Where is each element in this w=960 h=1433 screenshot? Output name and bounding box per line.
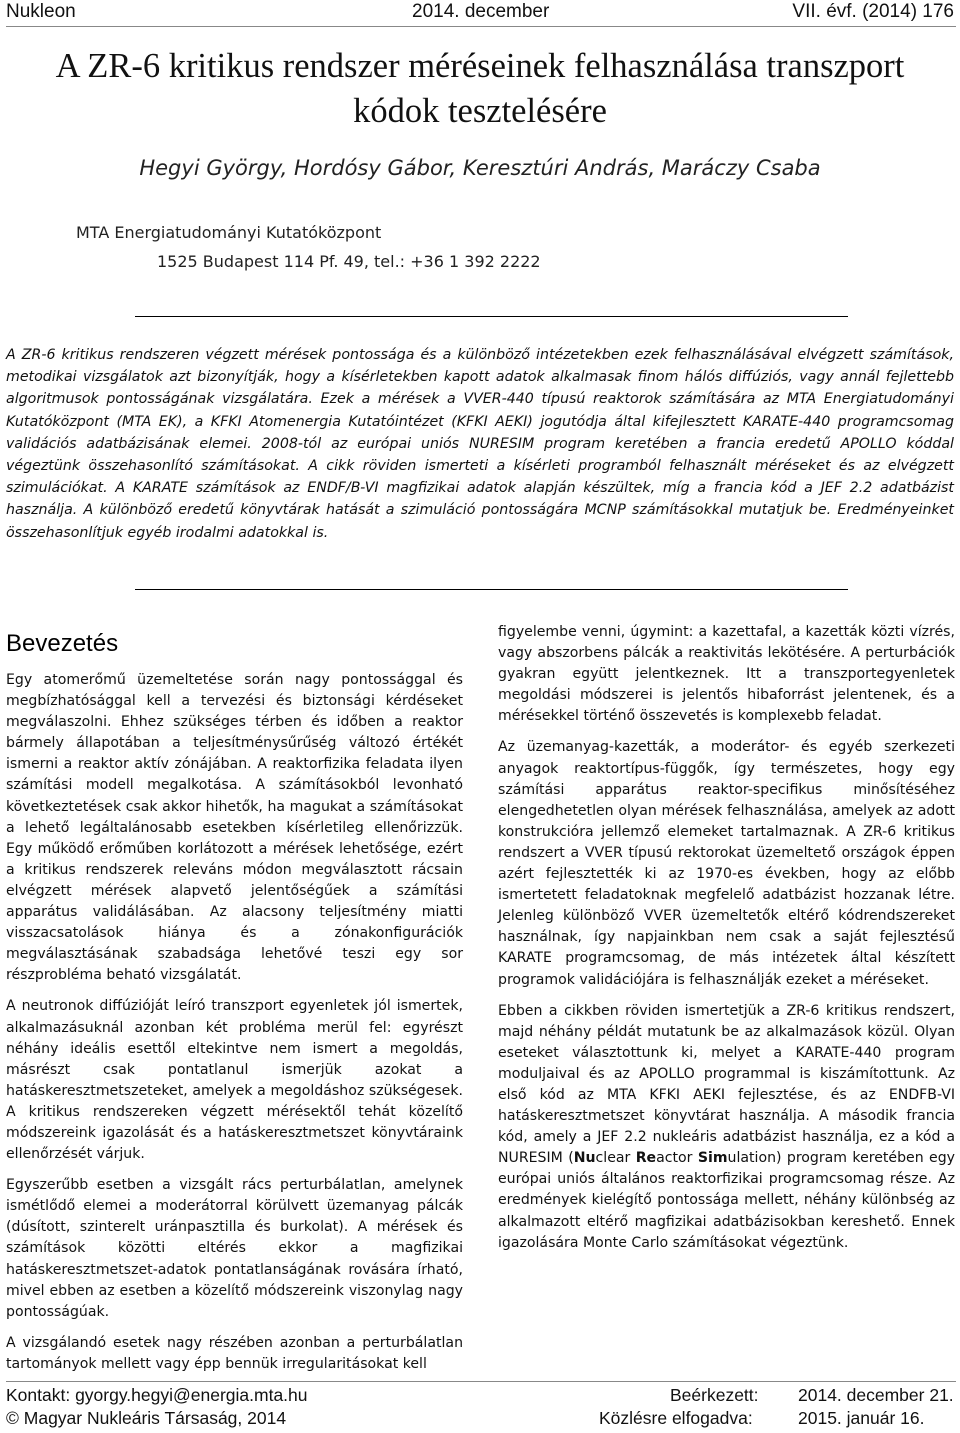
received-date: 2014. december 21. xyxy=(798,1385,954,1405)
abstract-text: Ezek a mérések a VVER-440 típusú reaktorok számítására az MTA Energiatudományi Kutatóközpont (MTA EK), a KFKI Atomenergia Kutatóintézet (KFKI AEKI) jogutódja által kifejlesztett KARATE-440 programcsomag validációs adatbázisának elemei. 2008-tól az európai uniós NURESIM program keretében a francia eredetű APOLLO kóddal végeztünk összehasonlító számításokat. A cikk röviden ismerteti a kísérleti programból felhasznált méréseket és az elvégzett szimulációkat. A KARATE számítások az ENDF/B-VI magfizikai adatok alapján készültek, míg a francia kód a JEF 2.2 adatbázist használja. A különböző eredetű könyvtárak hatását a szimuláció pontosságára MCNP számításokkal mutatjuk be. Eredményeinket összehasonlítjuk egyéb irodalmi adatokkal is. xyxy=(6,391,954,541)
bold-run: Nu xyxy=(573,1150,596,1167)
title-line-2: kódok tesztelésére xyxy=(353,92,607,130)
volume-info: VII. évf. (2014) 176 xyxy=(792,1,954,22)
text-run: clear xyxy=(595,1150,636,1167)
divider-bottom xyxy=(135,589,848,590)
left-column xyxy=(6,614,463,1385)
footer-divider xyxy=(6,1381,956,1382)
paragraph: A neutronok diffúzióját leíró transzport egyenletek jól ismertek, alkalmazásuknál azonban két probléma merül fel: egyrészt néhány ideális esettől eltekintve nem ismert a megoldás, másrészt csak pontatlanul ismerjük azokat a hatáskeresztmetszeteket, amelyek a megoldáshoz szükségesek. A kritikus rendszereken végzett mérésektől tehát közelítő módszereink igazolását és a hatáskeresztmetszet könyvtáraink ellenőrzését várjuk. xyxy=(6,998,463,1163)
copyright: © Magyar Nukleáris Társaság, 2014 xyxy=(6,1408,287,1428)
abstract-italic: A ZR-6 kritikus rendszeren végzett mérések pontossága és a különböző intézetekben ezek felhasználásával elvégzett számítások, metodikai vizsgálatok azt bizonyítják, hogy a kísérletekben kapott adatok alkalmasak finom hálós diffúziós, vagy annál fejlettebb algoritmusok pontosságának vizsgálatára. xyxy=(6,347,954,408)
paragraph: Egyszerűbb esetben a vizsgált rács perturbálatlan, amelynek ismétlődő elemei a moderátorral körülvett üzemanyag pálcák (dúsított, szinterelt uránpasztilla és burkolat). A mérések és számítások közötti eltérés ekkor a magfizikai hatáskeresztmetszet-adatok pontatlanságának rovására írható, mivel ebben az esetben a közelítő módszereink viszonylag nagy pontosságúak. xyxy=(6,1177,463,1320)
paragraph: Az üzemanyag-kazetták, a moderátor- és egyéb szerkezeti anyagok reaktortípus-függők, így természetes, hogy egy számítási apparátus reaktor-specifikus minősítéséhez elengedhetetlen olyan mérések felhasználása, amelyek az adott konstrukcióra jellemző elemeket tartalmaznak. A ZR-6 kritikus rendszert a VVER típusú rektorokat üzemeltető országok éppen azért fejlesztették ki az 1970-es években, hogy az előbb ismertetett feladatoknak megfelelő adatbázist hozzanak létre. Jelenleg különböző VVER üzemeltetők eltérő kódrendszereket használnak, így napjainkban nem csak a saját fejlesztésű KARATE programcsomag, de más intézetek által készített programok validációjára is felhasználják ezeket a méréseket. xyxy=(498,739,955,988)
paragraph: figyelembe venni, úgymint: a kazettafal, a kazetták közti vízrés, vagy abszorbens pálcák a reaktivitás lekötésére. A perturbációk gyakran együtt jelentkeznek. Itt a transzportegyenletek megoldási módszerei is jelentős hibaforrást jelentenek, és a mérésekkel történő összevetés is komplexebb feladat. xyxy=(498,624,955,725)
abstract xyxy=(6,344,954,544)
bold-run: Re xyxy=(635,1150,657,1167)
paragraph xyxy=(498,1001,955,1254)
text-run: ulation) program keretében egy európai uniós általános reaktorfizikai programcsomag része. Az eredmények kielégítő pontossága mellett, néhány különbség az alkalmazott eltérő magfizikai adatbázisokban kereshető. Ennek igazolására Monte Carlo számításokat végeztünk. xyxy=(498,1150,955,1251)
text-run: Ebben a cikkben röviden ismertetjük a ZR-6 kritikus rendszert, majd néhány példát mutatunk be az alkalmazások közül. Olyan eseteket választottunk ki, melyet a KARATE-440 program moduljaival és az APOLLO programmal is kiszámítottunk. Az első kód az MTA KFKI AEKI fejlesztése, és az ENDFB-VI hatáskeresztmetszet könyvtárat használja. A második francia kód, amely a JEF 2.2 nukleáris adatbázist használja, ez a kód a NURESIM ( xyxy=(498,1002,955,1167)
received-label: Beérkezett: xyxy=(670,1385,759,1405)
paragraph: A vizsgálandó esetek nagy részében azonban a perturbálatlan tartományok mellett vagy épp bennük irregularitásokat kell xyxy=(6,1334,463,1372)
paper-title xyxy=(0,44,960,134)
text-run: actor xyxy=(656,1150,698,1167)
title-line-1: A ZR-6 kritikus rendszer méréseinek felhasználása transzport xyxy=(55,47,905,85)
bold-run: Sim xyxy=(697,1150,728,1167)
divider-top xyxy=(135,316,848,317)
paragraph: Egy atomerőmű üzemeltetése során nagy pontossággal és megbízhatósággal kell a tervezési és biztonsági kérdéseket megválaszolni. Ehhez szükséges térben és időben a reaktor bármely állapotában a teljesítménysűrűség változó értékét ismerni a reaktor aktív zónájában. A reaktorfizika feladata ilyen számítási modell megalkotása. A számításokból levonható következtetések csak akkor hihetők, ha magukat a számításokat a lehető legáltalánosabb esetekben kísérletileg ellenőrizzük. Egy működő erőműben korlátozott a mérések lehetősége, ezért a kritikus rendszerek releváns módon megválasztott rácsain elvégzett mérések alapvető jelentőségűek a számítási apparátus validálásában. Az alacsony teljesítmény miatti visszacsatolások hiánya és a zónakonfigurációk megválasztásának szabadsága lehetővé teszi egy sor részprobléma beható vizsgálatát. xyxy=(6,672,463,984)
journal-name: Nukleon xyxy=(6,1,76,22)
accepted-date: 2015. január 16. xyxy=(798,1408,925,1428)
issue-date: 2014. december xyxy=(412,1,550,22)
affiliation: MTA Energiatudományi Kutatóközpont xyxy=(76,223,382,242)
contact-email: Kontakt: gyorgy.hegyi@energia.mta.hu xyxy=(6,1385,308,1405)
section-heading: Bevezetés xyxy=(6,630,119,657)
address: 1525 Budapest 114 Pf. 49, tel.: +36 1 392 2222 xyxy=(157,252,541,271)
accepted-label: Közlésre elfogadva: xyxy=(599,1408,753,1428)
right-column xyxy=(498,622,955,1264)
author-list: Hegyi György, Hordósy Gábor, Keresztúri András, Maráczy Csaba xyxy=(139,156,821,180)
page-header xyxy=(6,0,956,27)
